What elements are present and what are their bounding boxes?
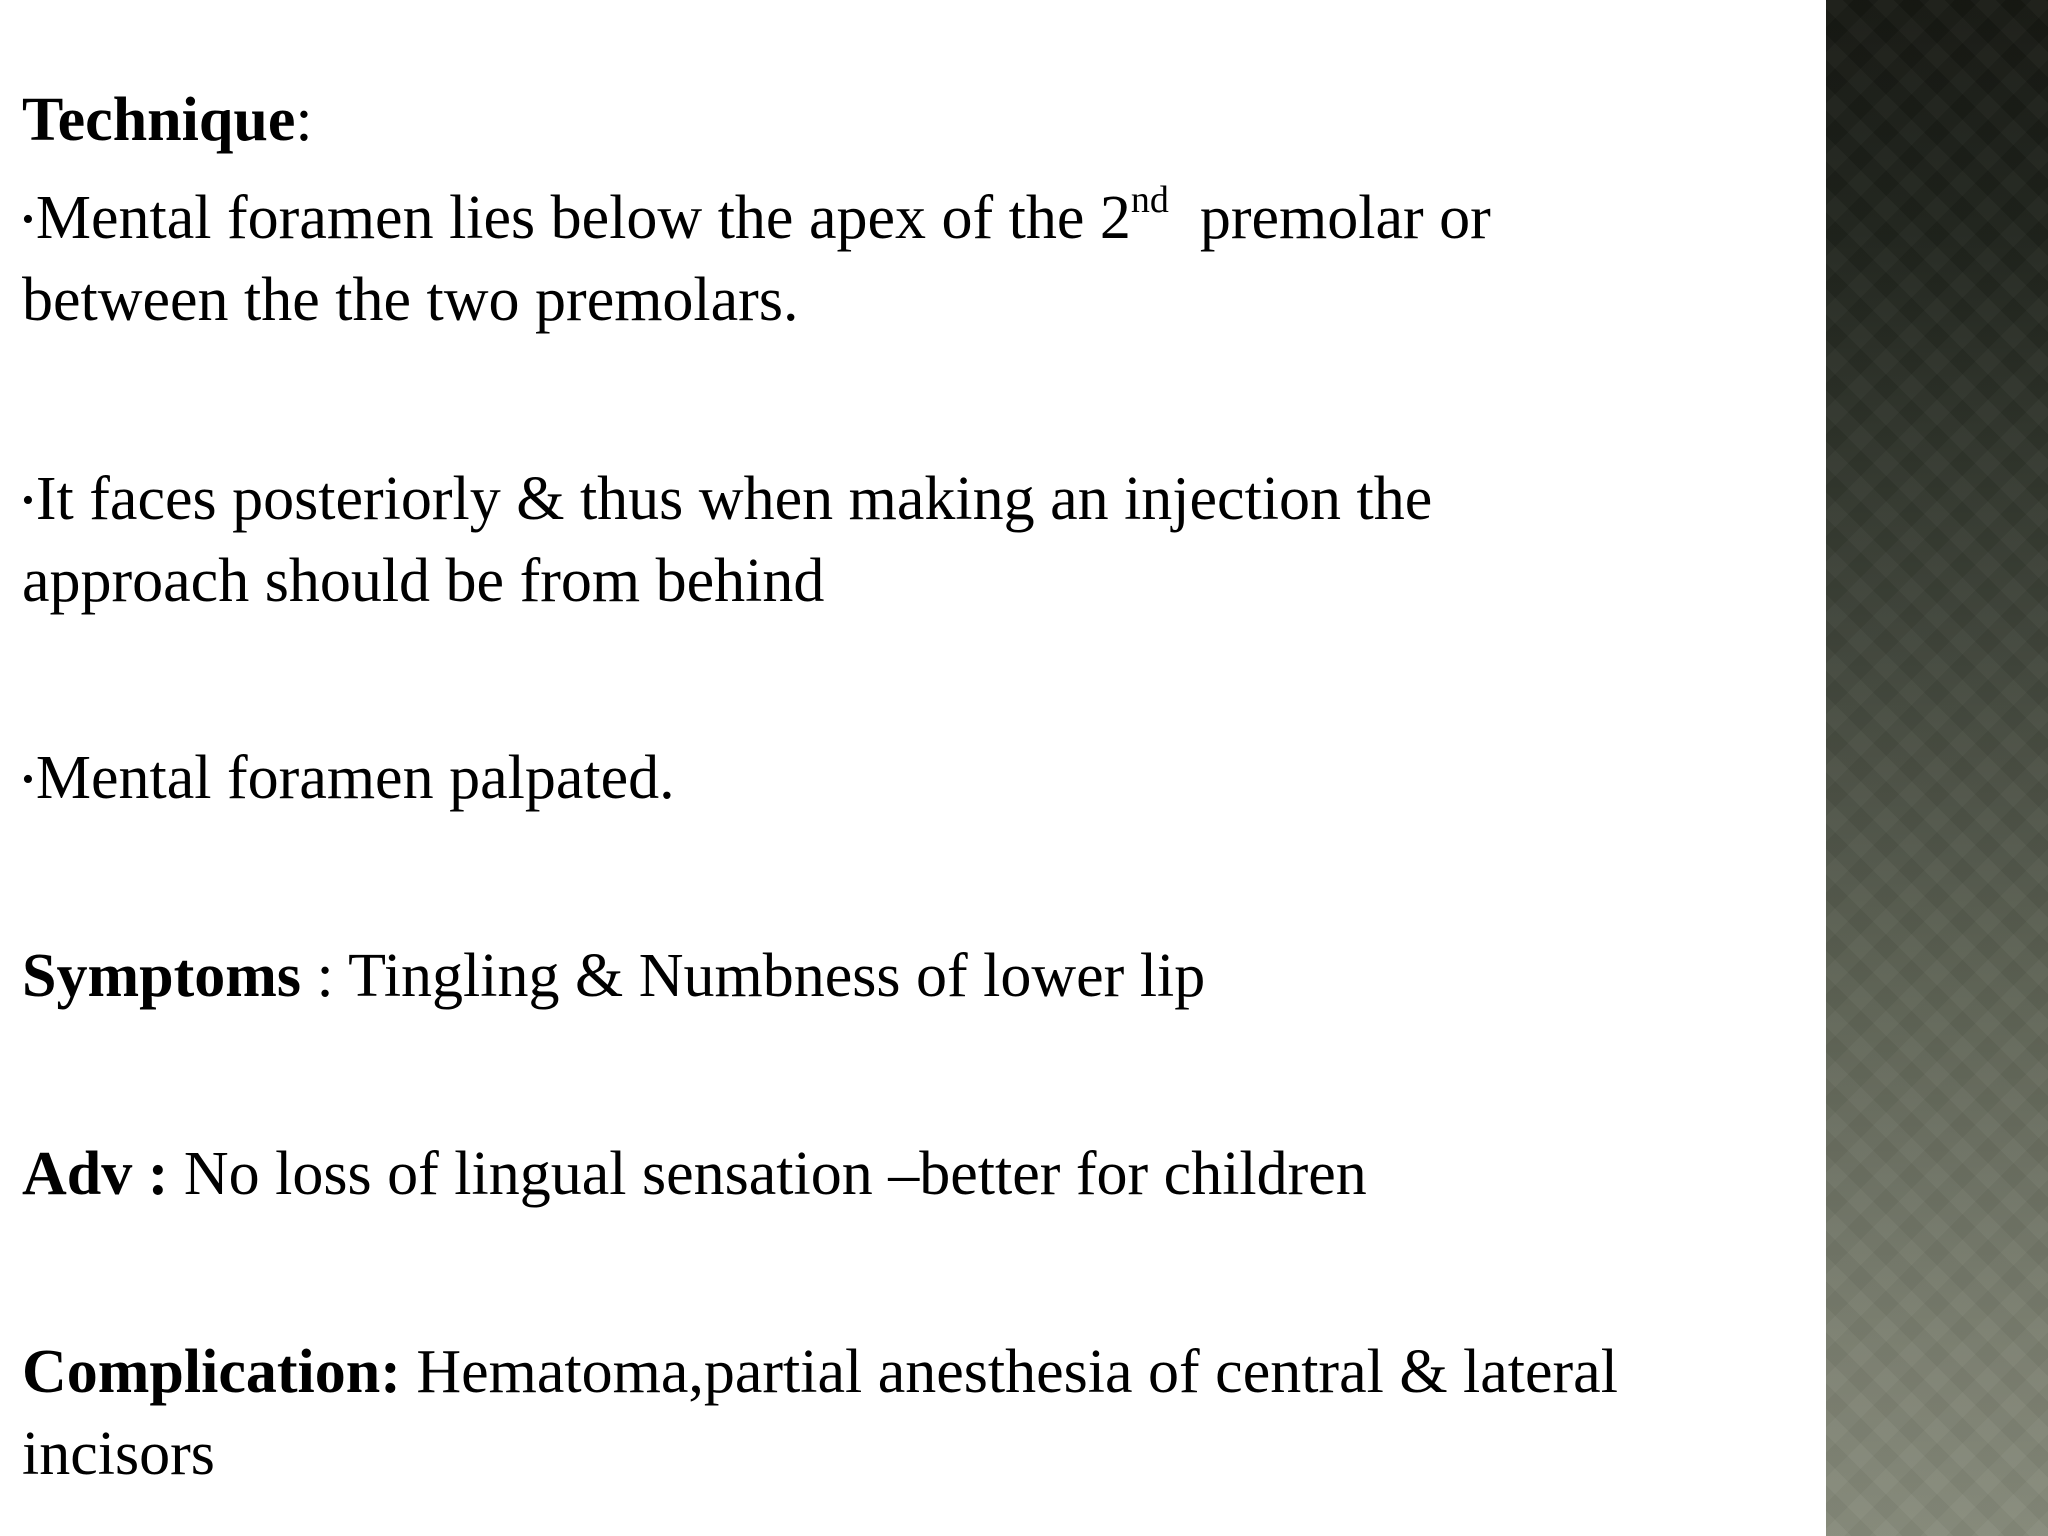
technique-heading: Technique bbox=[22, 86, 296, 154]
bullet-1-text-a: Mental foramen lies below the apex of the 2 bbox=[35, 184, 1131, 252]
adv-line bbox=[22, 1133, 1367, 1215]
bullet-3-line-1 bbox=[22, 737, 675, 821]
complication-label: Complication: bbox=[22, 1338, 401, 1406]
bullet-2-line-1 bbox=[22, 458, 1432, 542]
symptoms-line bbox=[22, 935, 1205, 1017]
bullet-marker: • bbox=[22, 201, 34, 238]
technique-colon: : bbox=[295, 86, 313, 154]
complication-text: Hematoma,partial anesthesia of central & lateral bbox=[400, 1338, 1618, 1406]
adv-text: No loss of lingual sensation –better for children bbox=[168, 1140, 1367, 1208]
complication-line-2: incisors bbox=[22, 1420, 215, 1488]
symptoms-text: : Tingling & Numbness of lower lip bbox=[301, 942, 1206, 1010]
bullet-2-line-2: approach should be from behind bbox=[22, 547, 825, 615]
bullet-marker: • bbox=[22, 761, 34, 798]
bullet-3-text: Mental foramen palpated. bbox=[35, 744, 675, 812]
bullet-marker: • bbox=[22, 482, 34, 519]
adv-label: Adv : bbox=[22, 1140, 169, 1208]
complication-line-1 bbox=[22, 1331, 1618, 1413]
symptoms-label: Symptoms bbox=[22, 942, 302, 1010]
bullet-1-line-1 bbox=[22, 177, 1491, 261]
technique-heading-line bbox=[22, 79, 313, 161]
bullet-1-line-2: between the the two premolars. bbox=[22, 266, 799, 334]
bullet-1-text-b: premolar or bbox=[1168, 184, 1491, 252]
bullet-2-text: It faces posteriorly & thus when making an injection the bbox=[35, 465, 1433, 533]
decorative-side-panel bbox=[1826, 0, 2048, 1536]
bullet-1-superscript: nd bbox=[1130, 179, 1169, 221]
